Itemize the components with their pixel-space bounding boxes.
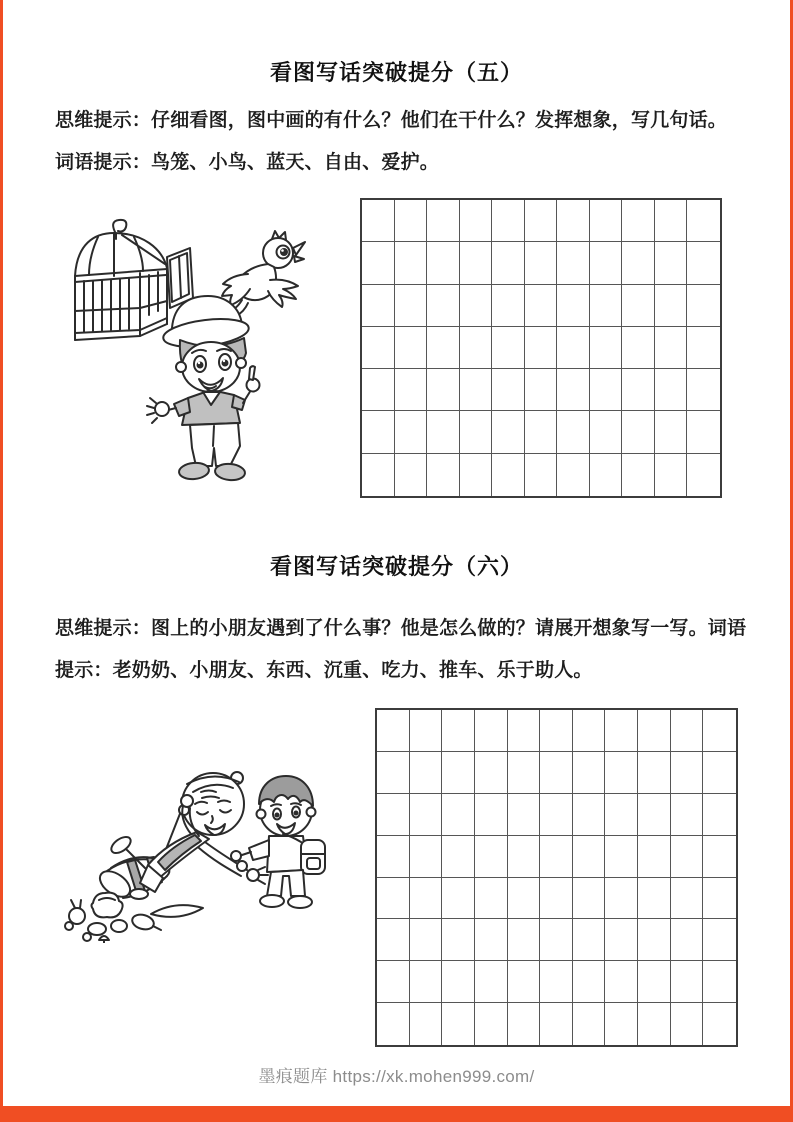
grid-cell — [638, 961, 671, 1003]
grid-cell — [540, 919, 573, 961]
grid-cell — [605, 794, 638, 836]
grid-cell — [687, 411, 720, 453]
grid-cell — [460, 242, 493, 284]
grid-cell — [671, 752, 704, 794]
grid-cell — [442, 752, 475, 794]
grid-cell — [671, 794, 704, 836]
grid-cell — [460, 327, 493, 369]
grid-cell — [410, 961, 443, 1003]
grid-cell — [622, 369, 655, 411]
grid-cell — [508, 710, 541, 752]
grid-cell — [395, 285, 428, 327]
section-2-word-hint: 提示：老奶奶、小朋友、东西、沉重、吃力、推车、乐于助人。 — [55, 660, 593, 681]
grid-cell — [622, 454, 655, 496]
grid-cell — [427, 242, 460, 284]
grid-cell — [525, 327, 558, 369]
grid-cell — [442, 919, 475, 961]
grid-cell — [362, 369, 395, 411]
grid-cell — [638, 710, 671, 752]
grid-cell — [492, 200, 525, 242]
grid-cell — [410, 1003, 443, 1045]
grid-cell — [427, 327, 460, 369]
section-2-thinking-hint: 思维提示：图上的小朋友遇到了什么事？他是怎么做的？请展开想象写一写。词语 — [55, 618, 747, 639]
grid-cell — [377, 961, 410, 1003]
grid-cell — [687, 200, 720, 242]
grid-cell — [410, 794, 443, 836]
grid-cell — [460, 200, 493, 242]
grid-cell — [492, 242, 525, 284]
grid-cell — [622, 411, 655, 453]
grid-cell — [508, 794, 541, 836]
writing-grid-2 — [375, 708, 738, 1047]
grid-cell — [703, 1003, 736, 1045]
grid-cell — [442, 794, 475, 836]
grid-cell — [557, 454, 590, 496]
grid-cell — [638, 836, 671, 878]
grid-cell — [655, 200, 688, 242]
grid-cell — [508, 961, 541, 1003]
grid-cell — [508, 919, 541, 961]
grid-cell — [605, 878, 638, 920]
grid-cell — [655, 242, 688, 284]
grid-cell — [508, 878, 541, 920]
grid-cell — [687, 285, 720, 327]
grid-cell — [671, 961, 704, 1003]
grid-cell — [460, 411, 493, 453]
grid-cell — [525, 369, 558, 411]
grid-cell — [540, 710, 573, 752]
grid-cell — [557, 369, 590, 411]
grid-cell — [377, 752, 410, 794]
grid-cell — [655, 454, 688, 496]
grid-cell — [410, 919, 443, 961]
grid-cell — [442, 961, 475, 1003]
grid-cell — [377, 710, 410, 752]
section-1-thinking-hint: 思维提示：仔细看图，图中画的有什么？他们在干什么？发挥想象，写几句话。 — [55, 110, 728, 131]
grid-cell — [638, 878, 671, 920]
vegetables-figure — [65, 893, 203, 943]
grid-cell — [605, 961, 638, 1003]
grid-cell — [492, 369, 525, 411]
grid-cell — [475, 919, 508, 961]
section-1-word-hint: 词语提示：鸟笼、小鸟、蓝天、自由、爱护。 — [55, 152, 440, 173]
grid-cell — [377, 794, 410, 836]
grid-cell — [687, 369, 720, 411]
grid-cell — [540, 1003, 573, 1045]
grid-cell — [703, 919, 736, 961]
grid-cell — [427, 200, 460, 242]
grid-cell — [410, 710, 443, 752]
grid-cell — [460, 285, 493, 327]
grid-cell — [427, 285, 460, 327]
grid-cell — [638, 794, 671, 836]
grid-cell — [362, 200, 395, 242]
grid-cell — [508, 1003, 541, 1045]
footer-site-link[interactable]: 墨痕题库 https://xk.mohen999.com/ — [258, 1067, 535, 1086]
grid-cell — [362, 327, 395, 369]
grid-cell — [703, 878, 736, 920]
grid-cell — [671, 919, 704, 961]
grid-cell — [687, 242, 720, 284]
grid-cell — [622, 200, 655, 242]
grid-cell — [362, 285, 395, 327]
grid-cell — [573, 919, 606, 961]
grid-cell — [655, 411, 688, 453]
grid-cell — [573, 878, 606, 920]
grid-cell — [395, 411, 428, 453]
grid-cell — [492, 285, 525, 327]
grid-cell — [573, 836, 606, 878]
grid-cell — [605, 919, 638, 961]
grid-cell — [395, 327, 428, 369]
grid-cell — [703, 710, 736, 752]
grid-cell — [395, 454, 428, 496]
grid-cell — [410, 878, 443, 920]
grid-cell — [703, 794, 736, 836]
grid-cell — [377, 878, 410, 920]
grid-cell — [622, 285, 655, 327]
grid-cell — [492, 454, 525, 496]
grid-cell — [557, 200, 590, 242]
grid-cell — [362, 411, 395, 453]
grid-cell — [475, 878, 508, 920]
grid-cell — [475, 836, 508, 878]
grid-cell — [590, 411, 623, 453]
grid-cell — [573, 1003, 606, 1045]
grid-cell — [525, 242, 558, 284]
grid-cell — [622, 242, 655, 284]
grid-cell — [442, 836, 475, 878]
grid-cell — [492, 411, 525, 453]
grid-cell — [525, 285, 558, 327]
grid-cell — [395, 369, 428, 411]
grid-cell — [671, 878, 704, 920]
grid-cell — [605, 752, 638, 794]
grid-cell — [655, 285, 688, 327]
grid-cell — [442, 878, 475, 920]
helper-boy-figure — [231, 776, 325, 908]
grid-cell — [377, 1003, 410, 1045]
bird-icon — [222, 231, 305, 316]
grid-cell — [540, 752, 573, 794]
grid-cell — [540, 878, 573, 920]
grid-cell — [460, 369, 493, 411]
grid-cell — [557, 285, 590, 327]
grid-cell — [427, 454, 460, 496]
grid-cell — [590, 369, 623, 411]
grid-cell — [687, 327, 720, 369]
grid-cell — [525, 454, 558, 496]
grid-cell — [703, 836, 736, 878]
grid-cell — [590, 200, 623, 242]
grid-cell — [395, 200, 428, 242]
grid-cell — [475, 961, 508, 1003]
footer-accent-bar — [0, 1106, 793, 1122]
grid-cell — [590, 242, 623, 284]
grid-cell — [590, 454, 623, 496]
grid-cell — [655, 369, 688, 411]
grid-cell — [427, 369, 460, 411]
grid-cell — [410, 836, 443, 878]
grid-cell — [525, 411, 558, 453]
grid-cell — [410, 752, 443, 794]
grid-cell — [703, 752, 736, 794]
grid-cell — [671, 836, 704, 878]
grid-cell — [638, 1003, 671, 1045]
grid-cell — [540, 836, 573, 878]
writing-grid-1 — [360, 198, 722, 498]
boy-figure — [147, 296, 260, 481]
grid-cell — [557, 411, 590, 453]
grid-cell — [638, 752, 671, 794]
grid-cell — [362, 242, 395, 284]
grid-cell — [362, 454, 395, 496]
grid-cell — [622, 327, 655, 369]
grid-cell — [427, 411, 460, 453]
section-1-title: 看图写话突破提分（五） — [269, 60, 523, 85]
grid-cell — [442, 1003, 475, 1045]
grid-cell — [605, 1003, 638, 1045]
grid-cell — [557, 242, 590, 284]
grid-cell — [671, 1003, 704, 1045]
grid-cell — [442, 710, 475, 752]
grid-cell — [557, 327, 590, 369]
grid-cell — [573, 710, 606, 752]
grid-cell — [638, 919, 671, 961]
grid-cell — [475, 710, 508, 752]
grid-cell — [475, 794, 508, 836]
grid-cell — [377, 919, 410, 961]
grid-cell — [540, 961, 573, 1003]
grid-cell — [590, 285, 623, 327]
grid-cell — [508, 752, 541, 794]
grid-cell — [590, 327, 623, 369]
grid-cell — [655, 327, 688, 369]
grid-cell — [525, 200, 558, 242]
grid-cell — [687, 454, 720, 496]
grid-cell — [395, 242, 428, 284]
grid-cell — [573, 794, 606, 836]
grid-cell — [540, 794, 573, 836]
grid-cell — [475, 752, 508, 794]
grid-cell — [377, 836, 410, 878]
grid-cell — [703, 961, 736, 1003]
illustration-boy-helping-grandma — [55, 768, 340, 943]
grid-cell — [605, 710, 638, 752]
grid-cell — [671, 710, 704, 752]
section-2-title: 看图写话突破提分（六） — [269, 554, 523, 579]
illustration-boy-freeing-bird — [62, 212, 342, 492]
grid-cell — [508, 836, 541, 878]
grid-cell — [475, 1003, 508, 1045]
grid-cell — [573, 752, 606, 794]
grid-cell — [492, 327, 525, 369]
grid-cell — [605, 836, 638, 878]
grid-cell — [460, 454, 493, 496]
grid-cell — [573, 961, 606, 1003]
